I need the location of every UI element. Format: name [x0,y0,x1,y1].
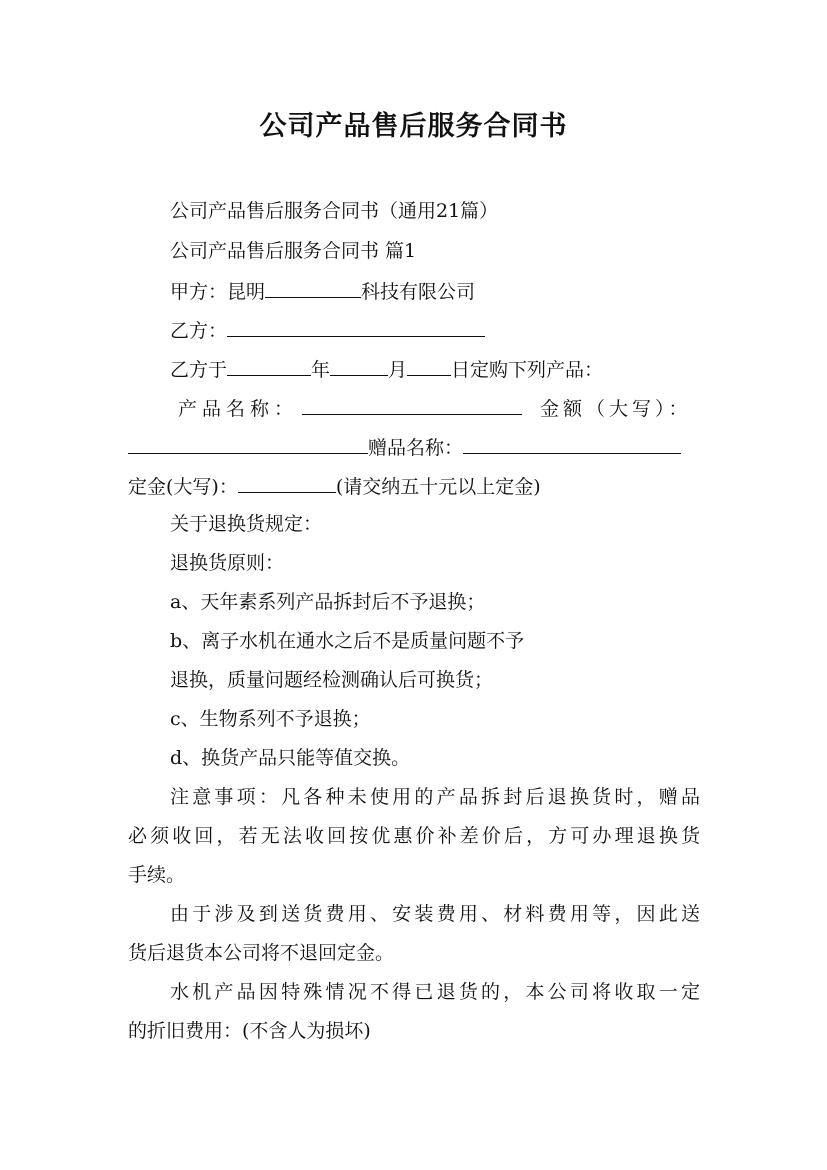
machine-line1: 水机产品因特殊情况不得已退货的，本公司将收取一定 [170,981,700,1003]
deposit-line [128,472,541,500]
chapter-heading: 公司产品售后服务合同书 篇1 [170,240,417,262]
party-a-suffix: 科技有限公司 [361,281,476,303]
amount-blank[interactable] [128,433,368,454]
gift-blank[interactable] [463,433,681,454]
deposit-note: (请交纳五十元以上定金) [335,476,541,498]
product-amount-line [178,394,698,422]
amount-label: 金额（大写）： [540,398,692,420]
party-a-line [170,277,475,305]
return-principle-heading: 退换货原则： [170,552,285,574]
amount-gift-line [128,433,681,461]
document-subtitle: 公司产品售后服务合同书（通用21篇） [170,200,499,222]
purchase-year-blank[interactable] [227,355,311,376]
notice-line1: 注意事项：凡各种未使用的产品拆封后退换货时，赠品 [170,786,700,808]
notice-line3: 手续。 [128,864,186,886]
purchase-month-blank[interactable] [330,355,388,376]
deposit-blank[interactable] [238,472,336,493]
party-a-blank[interactable] [265,277,361,298]
rule-d: d、换货产品只能等值交换。 [170,747,411,769]
return-rules-heading: 关于退换货规定： [170,513,323,535]
rule-a: a、天年素系列产品拆封后不予退换； [170,591,486,613]
machine-line2: 的折旧费用：(不含人为损坏) [128,1020,371,1042]
purchase-day-blank[interactable] [407,355,451,376]
product-name-blank[interactable] [302,394,522,415]
purchase-year-label: 年 [311,359,331,381]
document-title: 公司产品售后服务合同书 [259,111,568,142]
rule-c: c、生物系列不予退换； [170,708,371,730]
party-b-blank[interactable] [227,316,485,337]
party-a-prefix: 甲方：昆明 [170,281,266,303]
rule-b-line2: 退换，质量问题经检测确认后可换货； [170,669,494,691]
fee-line2: 货后退货本公司将不退回定金。 [128,942,395,964]
product-name-label: 产品名称： [178,398,299,420]
purchase-prefix: 乙方于 [170,359,228,381]
purchase-day-suffix: 日定购下列产品： [451,359,604,381]
gift-label: 赠品名称： [368,437,464,459]
party-b-prefix: 乙方： [170,320,228,342]
notice-line2: 必须收回，若无法收回按优惠价补差价后，方可办理退换货 [128,825,700,847]
purchase-month-label: 月 [388,359,408,381]
purchase-date-line [170,355,603,383]
fee-line1: 由于涉及到送货费用、安装费用、材料费用等，因此送 [170,903,700,925]
rule-b-line1: b、离子水机在通水之后不是质量问题不予 [170,630,525,652]
party-b-line [170,316,485,344]
deposit-label: 定金(大写)： [128,476,238,498]
